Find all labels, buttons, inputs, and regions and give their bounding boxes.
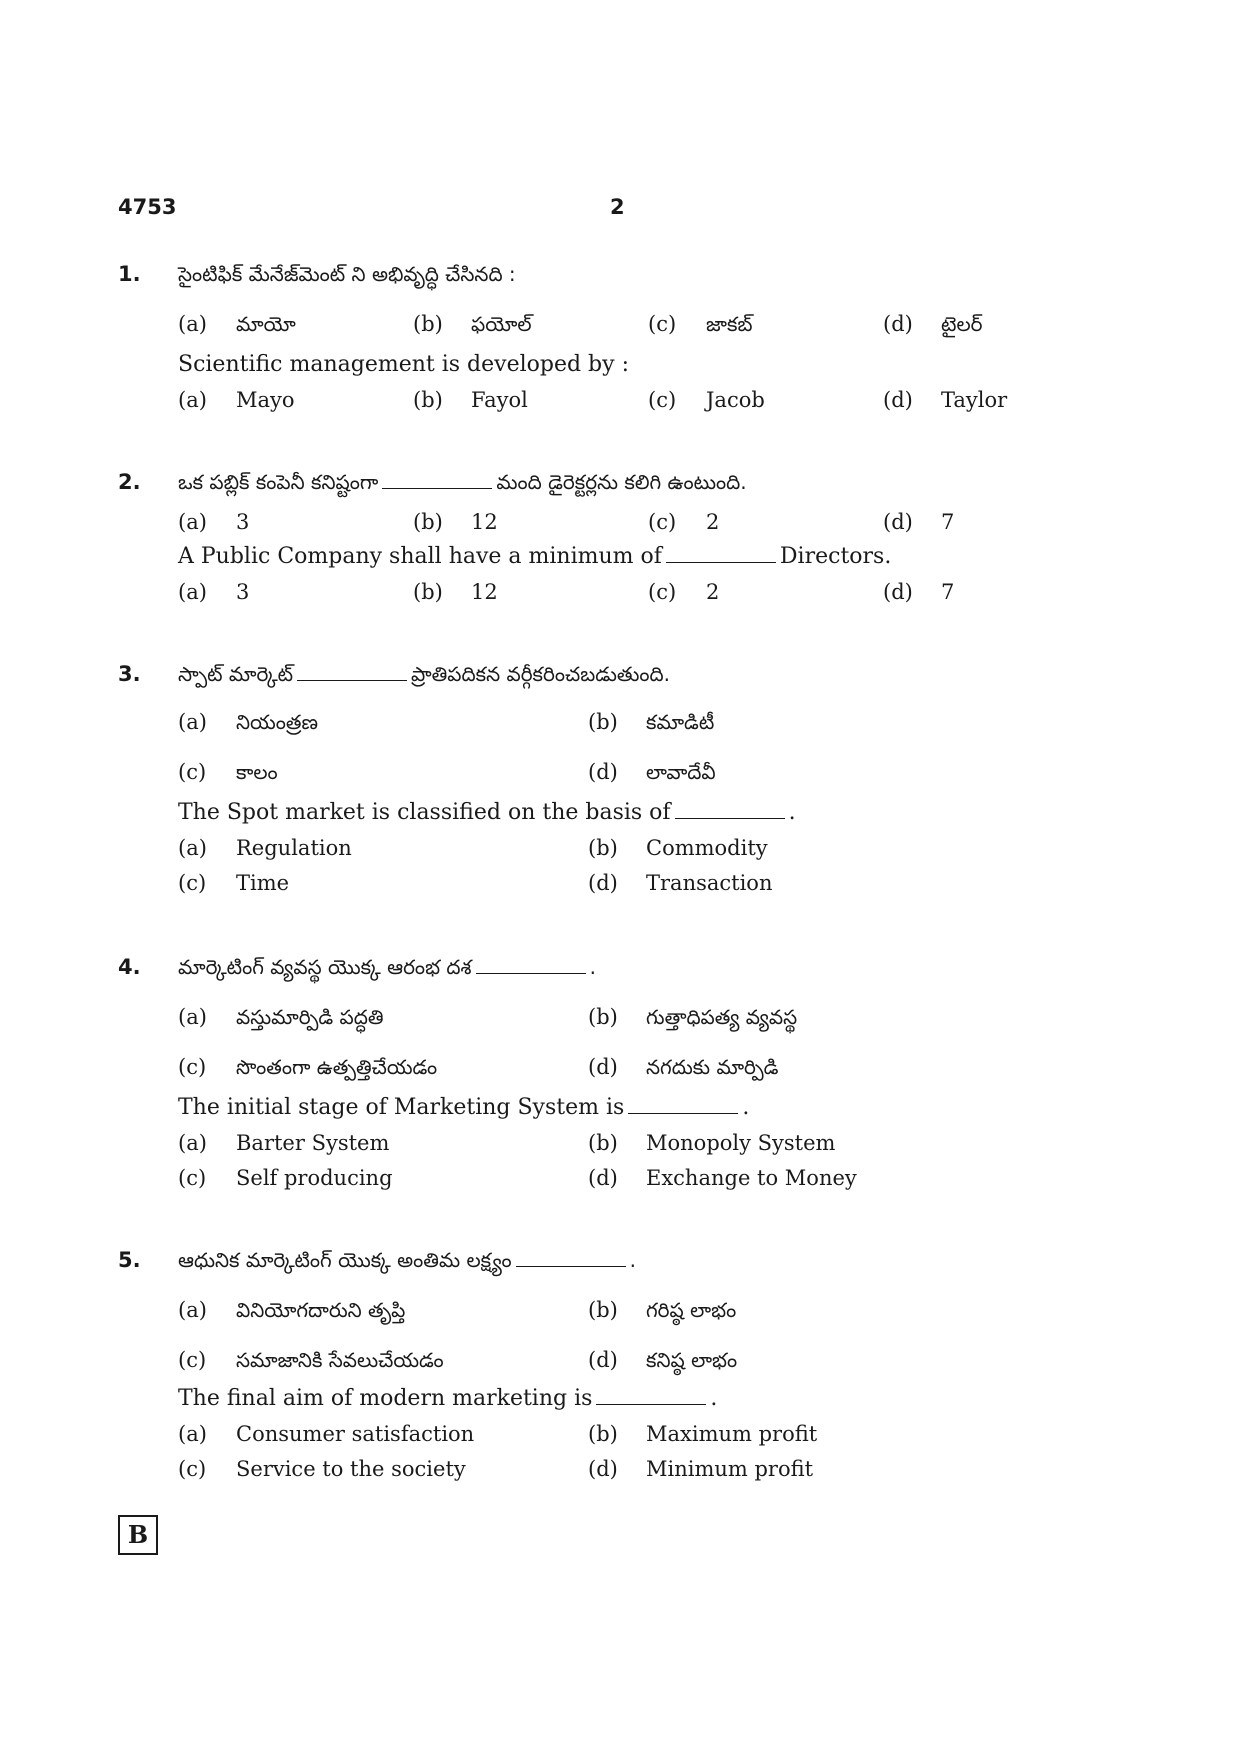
option-a: (a) Regulation xyxy=(178,836,352,860)
option-d: (d) Transaction xyxy=(588,871,773,895)
option-a: (a) 3 xyxy=(178,580,250,604)
question-stem-english: The Spot market is classified on the basis of . xyxy=(178,800,796,825)
option-c: (c) కాలం xyxy=(178,760,278,784)
question-number: 2. xyxy=(118,470,141,494)
option-d: (d) టైలర్ xyxy=(883,312,983,336)
option-c: (c) సొంతంగా ఉత్పత్తిచేయడం xyxy=(178,1055,438,1079)
option-d: (d) లావాదేవీ xyxy=(588,760,716,784)
answer-blank xyxy=(596,1386,706,1405)
question-stem-english: Scientific management is developed by : xyxy=(178,352,629,377)
question-number: 1. xyxy=(118,262,141,286)
option-a: (a) Consumer satisfaction xyxy=(178,1422,475,1446)
option-c: (c) Jacob xyxy=(648,388,765,412)
question-stem-telugu: స్పాట్ మార్కెట్ ప్రాతిపదికన వర్గీకరించబడుతుంది. xyxy=(178,662,671,686)
question-stem-telugu: మార్కెటింగ్ వ్యవస్థ యొక్క ఆరంభ దశ . xyxy=(178,955,596,979)
answer-blank xyxy=(297,662,407,681)
option-a: (a) 3 xyxy=(178,510,250,534)
question-number: 3. xyxy=(118,662,141,686)
option-c: (c) Self producing xyxy=(178,1166,393,1190)
option-d: (d) కనిష్ఠ లాభం xyxy=(588,1348,738,1372)
option-d: (d) 7 xyxy=(883,580,955,604)
option-b: (b) 12 xyxy=(413,580,498,604)
answer-blank xyxy=(675,800,785,819)
option-c: (c) జాకబ్ xyxy=(648,312,753,336)
page-number: 2 xyxy=(610,195,625,219)
option-a: (a) మాయో xyxy=(178,312,296,336)
option-b: (b) గరిష్ఠ లాభం xyxy=(588,1298,737,1322)
option-d: (d) 7 xyxy=(883,510,955,534)
option-a: (a) Mayo xyxy=(178,388,295,412)
question-stem-telugu: సైంటిఫిక్ మేనేజ్‌మెంట్ ని అభివృద్ధి చేసినది : xyxy=(178,262,516,286)
option-b: (b) 12 xyxy=(413,510,498,534)
answer-blank xyxy=(516,1248,626,1267)
question-stem-english: The initial stage of Marketing System is . xyxy=(178,1095,750,1120)
option-b: (b) Commodity xyxy=(588,836,768,860)
option-d: (d) నగదుకు మార్పిడి xyxy=(588,1055,779,1079)
option-c: (c) సమాజానికి సేవలుచేయడం xyxy=(178,1348,444,1372)
option-b: (b) Maximum profit xyxy=(588,1422,818,1446)
option-d: (d) Taylor xyxy=(883,388,1008,412)
option-b: (b) ఫయోల్ xyxy=(413,312,532,336)
question-stem-telugu: ఒక పబ్లిక్ కంపెనీ కనిష్టంగా మంది డైరెక్టర్లను కలిగి ఉంటుంది. xyxy=(178,470,747,494)
option-a: (a) నియంత్రణ xyxy=(178,710,318,734)
option-b: (b) కమాడిటీ xyxy=(588,710,715,734)
answer-blank xyxy=(382,470,492,489)
question-number: 5. xyxy=(118,1248,141,1272)
option-a: (a) Barter System xyxy=(178,1131,390,1155)
paper-code: 4753 xyxy=(118,195,177,219)
answer-blank xyxy=(628,1095,738,1114)
booklet-series-box: B xyxy=(118,1515,158,1555)
option-c: (c) 2 xyxy=(648,580,720,604)
question-stem-english: A Public Company shall have a minimum of Directors. xyxy=(178,544,892,569)
option-d: (d) Minimum profit xyxy=(588,1457,814,1481)
question-number: 4. xyxy=(118,955,141,979)
answer-blank xyxy=(666,544,776,563)
option-b: (b) గుత్తాధిపత్య వ్యవస్థ xyxy=(588,1005,798,1029)
option-a: (a) వినియోగదారుని తృప్తి xyxy=(178,1298,406,1322)
question-stem-telugu: ఆధునిక మార్కెటింగ్ యొక్క అంతిమ లక్ష్యం . xyxy=(178,1248,636,1272)
answer-blank xyxy=(476,955,586,974)
option-b: (b) Monopoly System xyxy=(588,1131,836,1155)
question-stem-english: The final aim of modern marketing is . xyxy=(178,1386,718,1411)
option-a: (a) వస్తుమార్పిడి పద్ధతి xyxy=(178,1005,384,1029)
option-b: (b) Fayol xyxy=(413,388,528,412)
option-d: (d) Exchange to Money xyxy=(588,1166,857,1190)
option-c: (c) Service to the society xyxy=(178,1457,466,1481)
option-c: (c) 2 xyxy=(648,510,720,534)
page-header xyxy=(118,195,1118,225)
option-c: (c) Time xyxy=(178,871,290,895)
